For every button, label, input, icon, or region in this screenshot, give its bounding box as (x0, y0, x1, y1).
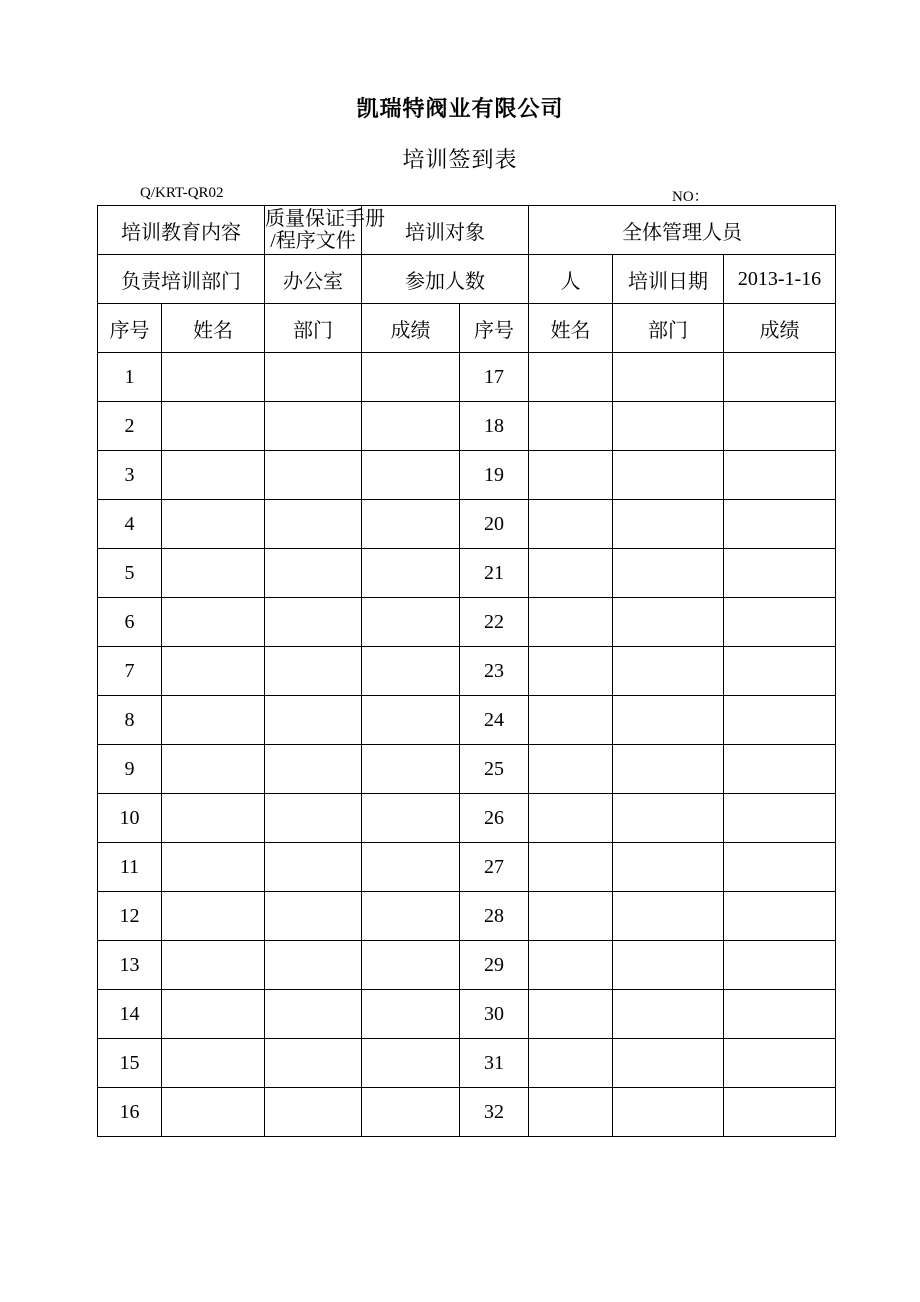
score-cell-left[interactable] (362, 1088, 460, 1137)
dept-cell-left[interactable] (265, 1088, 362, 1137)
name-cell-right[interactable] (529, 353, 613, 402)
score-cell-right[interactable] (724, 990, 836, 1039)
dept-cell-right[interactable] (613, 843, 724, 892)
row-number-left: 10 (98, 794, 162, 843)
name-cell-right[interactable] (529, 794, 613, 843)
dept-cell-right[interactable] (613, 402, 724, 451)
name-cell-right[interactable] (529, 402, 613, 451)
score-cell-right[interactable] (724, 794, 836, 843)
table-row (98, 549, 836, 598)
name-cell-right[interactable] (529, 500, 613, 549)
row-number-left: 7 (98, 647, 162, 696)
score-cell-left[interactable] (362, 451, 460, 500)
name-cell-left[interactable] (162, 794, 265, 843)
table-row (98, 892, 836, 941)
dept-cell-right[interactable] (613, 1088, 724, 1137)
content-value-line1: 质量保证手册 (265, 208, 385, 230)
name-cell-left[interactable] (162, 647, 265, 696)
name-cell-right[interactable] (529, 941, 613, 990)
row-number-left: 5 (98, 549, 162, 598)
dept-cell-right[interactable] (613, 696, 724, 745)
target-label: 培训对象 (362, 206, 529, 255)
row-number-left: 11 (98, 843, 162, 892)
dept-cell-left[interactable] (265, 598, 362, 647)
row-number-left: 6 (98, 598, 162, 647)
name-cell-left[interactable] (162, 941, 265, 990)
dept-cell-right[interactable] (613, 353, 724, 402)
row-number-right: 19 (460, 451, 529, 500)
dept-cell-left[interactable] (265, 500, 362, 549)
dept-cell-right[interactable] (613, 892, 724, 941)
dept-value: 办公室 (265, 255, 362, 304)
row-number-left: 8 (98, 696, 162, 745)
score-cell-right[interactable] (724, 402, 836, 451)
dept-cell-left[interactable] (265, 941, 362, 990)
dept-cell-left[interactable] (265, 745, 362, 794)
dept-cell-right[interactable] (613, 1039, 724, 1088)
dept-cell-left[interactable] (265, 696, 362, 745)
content-value-line2: /程序文件 (270, 230, 356, 252)
score-cell-left[interactable] (362, 892, 460, 941)
dept-cell-right[interactable] (613, 745, 724, 794)
header-dept-right: 部门 (613, 304, 724, 353)
dept-cell-right[interactable] (613, 990, 724, 1039)
row-number-right: 31 (460, 1039, 529, 1088)
dept-cell-left[interactable] (265, 843, 362, 892)
name-cell-left[interactable] (162, 1088, 265, 1137)
name-cell-left[interactable] (162, 1039, 265, 1088)
table-row (98, 794, 836, 843)
score-cell-left[interactable] (362, 696, 460, 745)
sign-in-table (97, 205, 836, 1137)
dept-cell-right[interactable] (613, 941, 724, 990)
row-number-left: 14 (98, 990, 162, 1039)
header-name-right: 姓名 (529, 304, 613, 353)
row-number-right: 29 (460, 941, 529, 990)
row-number-right: 24 (460, 696, 529, 745)
score-cell-left[interactable] (362, 941, 460, 990)
score-cell-left[interactable] (362, 549, 460, 598)
dept-cell-left[interactable] (265, 794, 362, 843)
score-cell-left[interactable] (362, 647, 460, 696)
score-cell-left[interactable] (362, 353, 460, 402)
table-row (98, 598, 836, 647)
dept-cell-right[interactable] (613, 451, 724, 500)
table-row (98, 843, 836, 892)
name-cell-left[interactable] (162, 843, 265, 892)
name-cell-right[interactable] (529, 549, 613, 598)
name-cell-left[interactable] (162, 990, 265, 1039)
content-value (265, 206, 385, 255)
name-cell-left[interactable] (162, 451, 265, 500)
row-number-left: 1 (98, 353, 162, 402)
header-no-left: 序号 (98, 304, 162, 353)
name-cell-right[interactable] (529, 990, 613, 1039)
score-cell-right[interactable] (724, 745, 836, 794)
name-cell-right[interactable] (529, 1039, 613, 1088)
row-number-right: 20 (460, 500, 529, 549)
score-cell-right[interactable] (724, 843, 836, 892)
name-cell-left[interactable] (162, 402, 265, 451)
score-cell-right[interactable] (724, 451, 836, 500)
score-cell-right[interactable] (724, 549, 836, 598)
score-cell-left[interactable] (362, 794, 460, 843)
name-cell-right[interactable] (529, 892, 613, 941)
table-row (98, 500, 836, 549)
row-number-right: 26 (460, 794, 529, 843)
name-cell-left[interactable] (162, 598, 265, 647)
score-cell-left[interactable] (362, 843, 460, 892)
score-cell-left[interactable] (362, 598, 460, 647)
dept-cell-left[interactable] (265, 892, 362, 941)
row-number-right: 18 (460, 402, 529, 451)
info-row-dept (98, 255, 836, 304)
table-row (98, 1088, 836, 1137)
header-row (98, 304, 836, 353)
score-cell-left[interactable] (362, 500, 460, 549)
dept-cell-left[interactable] (265, 402, 362, 451)
header-dept-left: 部门 (265, 304, 362, 353)
form-title: 培训签到表 (402, 147, 518, 172)
row-number-left: 16 (98, 1088, 162, 1137)
row-number-left: 12 (98, 892, 162, 941)
name-cell-right[interactable] (529, 696, 613, 745)
row-number-left: 13 (98, 941, 162, 990)
dept-label: 负责培训部门 (98, 255, 265, 304)
row-number-left: 3 (98, 451, 162, 500)
row-number-right: 27 (460, 843, 529, 892)
row-number-right: 28 (460, 892, 529, 941)
table-row (98, 402, 836, 451)
header-score-left: 成绩 (362, 304, 460, 353)
score-cell-left[interactable] (362, 990, 460, 1039)
score-cell-left[interactable] (362, 402, 460, 451)
row-number-left: 9 (98, 745, 162, 794)
dept-cell-left[interactable] (265, 990, 362, 1039)
name-cell-left[interactable] (162, 353, 265, 402)
row-number-left: 2 (98, 402, 162, 451)
score-cell-right[interactable] (724, 647, 836, 696)
name-cell-left[interactable] (162, 696, 265, 745)
dept-cell-left[interactable] (265, 647, 362, 696)
dept-cell-left[interactable] (265, 451, 362, 500)
target-value: 全体管理人员 (529, 206, 836, 255)
score-cell-right[interactable] (724, 941, 836, 990)
name-cell-right[interactable] (529, 647, 613, 696)
info-row-content (98, 206, 836, 255)
score-cell-right[interactable] (724, 1088, 836, 1137)
header-score-right: 成绩 (724, 304, 836, 353)
score-cell-right[interactable] (724, 353, 836, 402)
dept-cell-right[interactable] (613, 500, 724, 549)
dept-cell-left[interactable] (265, 549, 362, 598)
score-cell-right[interactable] (724, 500, 836, 549)
table-row (98, 941, 836, 990)
row-number-right: 23 (460, 647, 529, 696)
row-number-right: 22 (460, 598, 529, 647)
table-row (98, 1039, 836, 1088)
header-name-left: 姓名 (162, 304, 265, 353)
date-label: 培训日期 (613, 255, 724, 304)
name-cell-left[interactable] (162, 500, 265, 549)
name-cell-right[interactable] (529, 843, 613, 892)
table-row (98, 696, 836, 745)
name-cell-left[interactable] (162, 549, 265, 598)
header-no-right: 序号 (460, 304, 529, 353)
row-number-right: 21 (460, 549, 529, 598)
name-cell-right[interactable] (529, 745, 613, 794)
row-number-left: 15 (98, 1039, 162, 1088)
name-cell-right[interactable] (529, 1088, 613, 1137)
row-number-right: 32 (460, 1088, 529, 1137)
count-label: 参加人数 (362, 255, 529, 304)
count-unit: 人 (529, 255, 613, 304)
table-row (98, 990, 836, 1039)
name-cell-left[interactable] (162, 745, 265, 794)
dept-cell-right[interactable] (613, 794, 724, 843)
table-row (98, 745, 836, 794)
table-row (98, 647, 836, 696)
score-cell-left[interactable] (362, 745, 460, 794)
name-cell-right[interactable] (529, 451, 613, 500)
table-row (98, 451, 836, 500)
dept-cell-left[interactable] (265, 1039, 362, 1088)
content-label: 培训教育内容 (98, 206, 265, 255)
form-number-label: NO： (672, 189, 709, 205)
name-cell-left[interactable] (162, 892, 265, 941)
document-code: Q/KRT-QR02 (140, 185, 224, 201)
dept-cell-left[interactable] (265, 353, 362, 402)
score-cell-right[interactable] (724, 892, 836, 941)
row-number-right: 25 (460, 745, 529, 794)
dept-cell-right[interactable] (613, 598, 724, 647)
score-cell-right[interactable] (724, 598, 836, 647)
row-number-left: 4 (98, 500, 162, 549)
dept-cell-right[interactable] (613, 549, 724, 598)
date-value: 2013-1-16 (724, 255, 836, 304)
row-number-right: 30 (460, 990, 529, 1039)
name-cell-right[interactable] (529, 598, 613, 647)
score-cell-right[interactable] (724, 696, 836, 745)
table-row (98, 353, 836, 402)
company-name: 凯瑞特阀业有限公司 (356, 97, 564, 122)
score-cell-left[interactable] (362, 1039, 460, 1088)
row-number-right: 17 (460, 353, 529, 402)
score-cell-right[interactable] (724, 1039, 836, 1088)
dept-cell-right[interactable] (613, 647, 724, 696)
